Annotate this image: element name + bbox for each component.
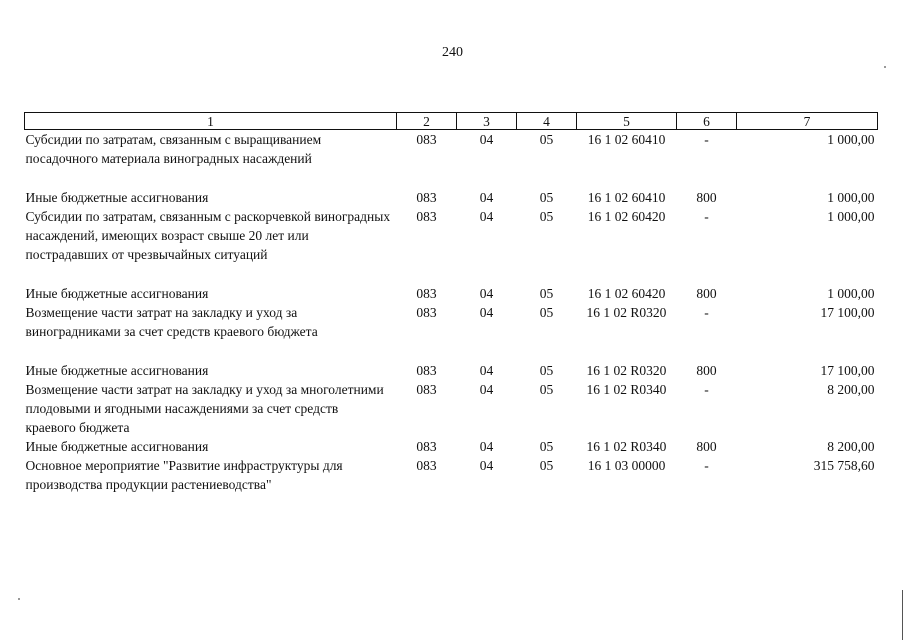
cell-ministry: 083 bbox=[416, 305, 437, 320]
cell-amount: 17 100,00 bbox=[820, 305, 875, 320]
cell-expense-type: - bbox=[704, 382, 709, 397]
table-row bbox=[25, 456, 878, 494]
table-row bbox=[25, 284, 878, 303]
cell-ministry: 083 bbox=[416, 458, 437, 473]
cell-section: 04 bbox=[479, 439, 494, 454]
cell-expense-type: - bbox=[704, 305, 709, 320]
cell-subsection: 05 bbox=[539, 363, 554, 378]
cell-name: Иные бюджетные ассигнования bbox=[25, 439, 209, 454]
cell-ministry: 083 bbox=[416, 286, 437, 301]
cell-subsection: 05 bbox=[539, 458, 554, 473]
cell-ministry: 083 bbox=[416, 209, 437, 224]
cell-expense-type: 800 bbox=[696, 286, 717, 301]
cell-name: Субсидии по затратам, связанным с раскорчевкой виноградных насаждений, имеющих возраст свыше 20 лет или пострадавших от чрезвычайных ситуаций bbox=[25, 209, 391, 262]
cell-subsection: 05 bbox=[539, 382, 554, 397]
page-number: 240 bbox=[442, 45, 463, 60]
column-header: 6 bbox=[677, 113, 737, 130]
column-header: 7 bbox=[737, 113, 878, 130]
cell-name: Иные бюджетные ассигнования bbox=[25, 286, 209, 301]
cell-target-article: 16 1 02 R0340 bbox=[586, 382, 667, 397]
cell-amount: 1 000,00 bbox=[827, 209, 875, 224]
cell-amount: 1 000,00 bbox=[827, 190, 875, 205]
cell-subsection: 05 bbox=[539, 305, 554, 320]
cell-expense-type: 800 bbox=[696, 439, 717, 454]
table-header-row bbox=[25, 113, 878, 130]
cell-section: 04 bbox=[479, 190, 494, 205]
cell-section: 04 bbox=[479, 382, 494, 397]
column-header: 3 bbox=[457, 113, 517, 130]
cell-target-article: 16 1 03 00000 bbox=[587, 458, 666, 473]
cell-expense-type: - bbox=[704, 458, 709, 473]
table-row bbox=[25, 207, 878, 284]
cell-subsection: 05 bbox=[539, 286, 554, 301]
cell-name: Основное мероприятие "Развитие инфраструктуры для производства продукции растениеводства" bbox=[25, 458, 343, 492]
cell-ministry: 083 bbox=[416, 132, 437, 147]
cell-amount: 315 758,60 bbox=[813, 458, 875, 473]
cell-name: Иные бюджетные ассигнования bbox=[25, 363, 209, 378]
cell-amount: 17 100,00 bbox=[820, 363, 875, 378]
column-header: 4 bbox=[517, 113, 577, 130]
table-row bbox=[25, 361, 878, 380]
cell-name: Иные бюджетные ассигнования bbox=[25, 190, 209, 205]
scan-speck bbox=[884, 66, 886, 68]
cell-target-article: 16 1 02 60420 bbox=[587, 286, 666, 301]
cell-expense-type: 800 bbox=[696, 363, 717, 378]
cell-expense-type: - bbox=[704, 209, 709, 224]
cell-section: 04 bbox=[479, 286, 494, 301]
cell-ministry: 083 bbox=[416, 382, 437, 397]
cell-subsection: 05 bbox=[539, 190, 554, 205]
cell-section: 04 bbox=[479, 132, 494, 147]
cell-target-article: 16 1 02 R0340 bbox=[586, 439, 667, 454]
cell-subsection: 05 bbox=[539, 439, 554, 454]
cell-expense-type: 800 bbox=[696, 190, 717, 205]
cell-ministry: 083 bbox=[416, 190, 437, 205]
cell-ministry: 083 bbox=[416, 439, 437, 454]
column-header: 1 bbox=[25, 113, 397, 130]
column-header: 5 bbox=[577, 113, 677, 130]
cell-name: Субсидии по затратам, связанным с выращиванием посадочного материала виноградных насаждений bbox=[25, 132, 322, 166]
cell-target-article: 16 1 02 R0320 bbox=[586, 363, 667, 378]
scan-edge-mark bbox=[902, 590, 903, 640]
cell-target-article: 16 1 02 R0320 bbox=[586, 305, 667, 320]
cell-amount: 8 200,00 bbox=[827, 382, 875, 397]
column-header: 2 bbox=[397, 113, 457, 130]
cell-section: 04 bbox=[479, 363, 494, 378]
table-row bbox=[25, 380, 878, 437]
table-row bbox=[25, 437, 878, 456]
cell-target-article: 16 1 02 60410 bbox=[587, 132, 666, 147]
cell-name: Возмещение части затрат на закладку и уход за виноградниками за счет средств краевого бюджета bbox=[25, 305, 318, 339]
cell-amount: 8 200,00 bbox=[827, 439, 875, 454]
budget-table bbox=[24, 112, 878, 494]
cell-expense-type: - bbox=[704, 132, 709, 147]
cell-target-article: 16 1 02 60410 bbox=[587, 190, 666, 205]
cell-subsection: 05 bbox=[539, 132, 554, 147]
cell-amount: 1 000,00 bbox=[827, 132, 875, 147]
cell-section: 04 bbox=[479, 458, 494, 473]
cell-section: 04 bbox=[479, 305, 494, 320]
cell-subsection: 05 bbox=[539, 209, 554, 224]
cell-name: Возмещение части затрат на закладку и уход за многолетними плодовыми и ягодными насаждениями за счет средств краевого бюджета bbox=[25, 382, 384, 435]
table-row bbox=[25, 188, 878, 207]
cell-ministry: 083 bbox=[416, 363, 437, 378]
cell-amount: 1 000,00 bbox=[827, 286, 875, 301]
cell-section: 04 bbox=[479, 209, 494, 224]
cell-target-article: 16 1 02 60420 bbox=[587, 209, 666, 224]
table-row bbox=[25, 130, 878, 189]
scan-speck bbox=[18, 598, 20, 600]
table-row bbox=[25, 303, 878, 361]
